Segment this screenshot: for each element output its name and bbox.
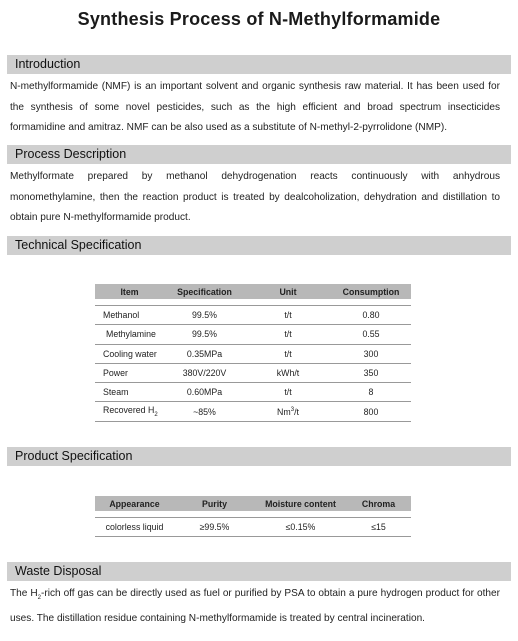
column-header: Specification	[164, 284, 245, 299]
table-row	[95, 402, 411, 421]
column-header: Purity	[174, 496, 255, 511]
cell-chroma: ≤15	[346, 518, 411, 537]
cell-consumption: 800	[331, 402, 411, 421]
table-row	[95, 383, 411, 402]
column-header: Unit	[245, 284, 331, 299]
column-header: Chroma	[346, 496, 411, 511]
cell-consumption: 350	[331, 363, 411, 382]
cell-unit: t/t	[245, 325, 331, 344]
cell-consumption: 0.80	[331, 306, 411, 325]
column-header: Consumption	[331, 284, 411, 299]
section-header-introduction: Introduction	[7, 55, 511, 74]
table-row	[95, 306, 411, 325]
cell-spec: 0.35MPa	[164, 344, 245, 363]
cell-moisture: ≤0.15%	[255, 518, 346, 537]
cell-unit: t/t	[245, 383, 331, 402]
cell-item: Methanol	[95, 306, 164, 325]
technical-spec-table	[95, 284, 411, 422]
column-header: Appearance	[95, 496, 174, 511]
table-header-row	[95, 496, 411, 511]
cell-unit: kWh/t	[245, 363, 331, 382]
cell-unit: t/t	[245, 344, 331, 363]
cell-item: Methylamine	[95, 325, 164, 344]
table-row	[95, 363, 411, 382]
introduction-text: N-methylformamide (NMF) is an important solvent and organic synthesis raw material. It has been used for the synthesis of some novel pesticides, such as the high efficient and broad spectrum insecticides formamidine and amitraz. NMF can be also used as a substitute of N-methyl-2-pyrrolidone (NMP).	[10, 81, 500, 133]
product-spec-table	[95, 496, 411, 537]
column-header: Item	[95, 284, 164, 299]
cell-unit: t/t	[245, 306, 331, 325]
section-header-waste: Waste Disposal	[7, 562, 511, 581]
cell-item: Cooling water	[95, 344, 164, 363]
cell-spec: 99.5%	[164, 306, 245, 325]
table-row	[95, 344, 411, 363]
section-header-technical: Technical Specification	[7, 236, 511, 255]
table-row	[95, 518, 411, 537]
column-header: Moisture content	[255, 496, 346, 511]
cell-purity: ≥99.5%	[174, 518, 255, 537]
process-text: Methylformate prepared by methanol dehydrogenation reacts continuously with anhydrous monomethylamine, then the reaction product is treated by dealcoholization, dehydration and distillation to obtain pure N-methylformamide product.	[10, 171, 500, 223]
cell-spec: 380V/220V	[164, 363, 245, 382]
cell-appearance: colorless liquid	[95, 518, 174, 537]
page-title: Synthesis Process of N-Methylformamide	[77, 9, 441, 29]
cell-item: Steam	[95, 383, 164, 402]
cell-consumption: 300	[331, 344, 411, 363]
cell-spec: 0.60MPa	[164, 383, 245, 402]
section-header-process: Process Description	[7, 145, 511, 164]
table-row	[95, 325, 411, 344]
cell-spec: 99.5%	[164, 325, 245, 344]
section-header-product: Product Specification	[7, 447, 511, 466]
cell-unit: Nm$^3$/t	[245, 402, 331, 421]
cell-consumption: 8	[331, 383, 411, 402]
cell-item: Recovered $H_2$	[95, 402, 164, 421]
waste-text: The $H_2$-rich off gas can be directly used as fuel or purified by PSA to obtain a pure hydrogen product for other uses. The distillation residue containing N-methylformamide is treated by central incineration.	[10, 588, 500, 624]
cell-consumption: 0.55	[331, 325, 411, 344]
cell-spec: ~85%	[164, 402, 245, 421]
table-header-row	[95, 284, 411, 299]
cell-item: Power	[95, 363, 164, 382]
